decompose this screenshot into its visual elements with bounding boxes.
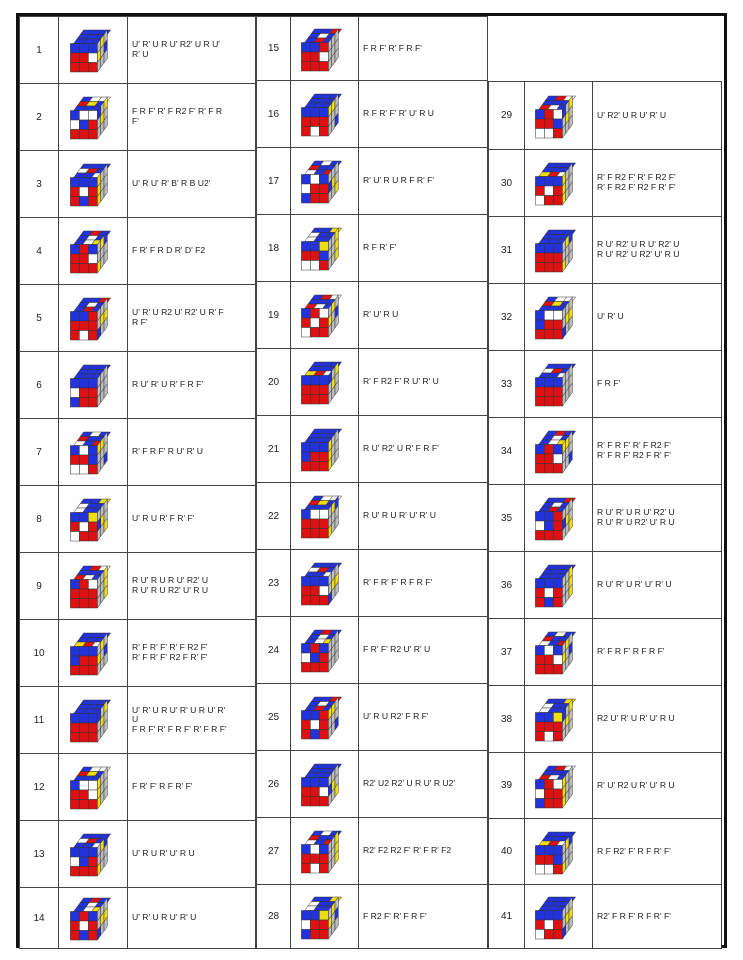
case-image (58, 821, 128, 887)
case-algorithm: R U' R' U R U' R2' U R U' R' U R2' U' R U (597, 507, 675, 527)
case-image (290, 349, 359, 415)
case-row (256, 884, 488, 949)
case-row (256, 616, 488, 684)
case-row (19, 418, 256, 486)
case-algorithm: U' R' U R U' R' U R U' R' U F R F' R' F R F' R' F R F' (132, 704, 227, 734)
case-image (524, 418, 593, 484)
cube-diagram (300, 291, 348, 339)
case-algorithm: F R F' (597, 378, 621, 389)
case-number: 15 (257, 17, 291, 80)
case-row (488, 350, 722, 418)
cube-diagram (69, 227, 117, 275)
case-row (19, 686, 256, 754)
case-row (488, 752, 722, 819)
case-row (488, 618, 722, 686)
case-image (290, 818, 359, 884)
case-row (256, 348, 488, 416)
case-number: 20 (257, 349, 291, 415)
case-image (290, 751, 359, 817)
case-image (524, 217, 593, 283)
case-row (488, 818, 722, 885)
case-algorithm: R2' F R F' R F R' F' (597, 910, 671, 921)
case-row (256, 683, 488, 751)
case-image (524, 351, 593, 417)
case-algorithm: R' U' R U R F R' F' (363, 175, 435, 186)
case-image (524, 552, 593, 618)
case-algorithm: R U' R U R U' R2' U R U' R U R2' U' R U (132, 575, 209, 595)
case-number: 34 (489, 418, 525, 484)
case-number: 39 (489, 753, 525, 818)
case-row (256, 817, 488, 885)
case-row (488, 551, 722, 619)
cube-diagram (69, 830, 117, 878)
case-number: 4 (20, 218, 59, 284)
case-row (256, 281, 488, 349)
case-row (19, 150, 256, 218)
case-image (290, 483, 359, 549)
case-image (524, 485, 593, 551)
case-row (488, 484, 722, 552)
case-number: 24 (257, 617, 291, 683)
case-number: 7 (20, 419, 59, 485)
case-number: 5 (20, 285, 59, 351)
case-image (58, 285, 128, 351)
case-image (58, 352, 128, 418)
case-number: 22 (257, 483, 291, 549)
case-image (524, 150, 593, 216)
case-algorithm: R U' R2' U R U' R2' U R U' R2' U R2' U' R U (597, 239, 680, 259)
case-number: 3 (20, 151, 59, 217)
case-algorithm: U' R' U R U' R' U (132, 912, 197, 923)
case-number: 30 (489, 150, 525, 216)
case-number: 17 (257, 148, 291, 214)
case-algorithm: U' R' U R U' R2' U R U' R' U (132, 39, 220, 59)
case-number: 14 (20, 888, 59, 948)
cube-diagram (300, 626, 348, 674)
case-image (58, 419, 128, 485)
case-algorithm: F R' F' R2 U' R' U (363, 644, 431, 655)
cube-diagram (300, 157, 348, 205)
case-number: 13 (20, 821, 59, 887)
cube-diagram (69, 629, 117, 677)
case-number: 25 (257, 684, 291, 750)
case-row (256, 16, 488, 81)
cube-diagram (534, 226, 582, 274)
case-number: 26 (257, 751, 291, 817)
case-algorithm: R U' R' U R' U' R' U (597, 579, 672, 590)
case-row (256, 750, 488, 818)
case-algorithm: U' R' U (597, 311, 624, 322)
case-number: 12 (20, 754, 59, 820)
case-image (524, 819, 593, 884)
cube-diagram (534, 828, 582, 876)
case-row (19, 83, 256, 151)
case-algorithm: R' F R F' R' F R2 F' R' F R F' R2 F R' F' (597, 440, 671, 460)
case-number: 28 (257, 885, 291, 948)
cube-diagram (300, 425, 348, 473)
case-number: 38 (489, 686, 525, 752)
case-image (58, 620, 128, 686)
case-image (290, 17, 359, 80)
case-image (524, 885, 593, 948)
case-algorithm: R F R' F' (363, 242, 397, 253)
cube-diagram (534, 427, 582, 475)
case-image (58, 754, 128, 820)
cube-diagram (300, 358, 348, 406)
case-image (58, 687, 128, 753)
case-algorithm: R F R' F' R' U' R U (363, 108, 435, 119)
case-number: 11 (20, 687, 59, 753)
case-row (488, 884, 722, 949)
case-row (256, 80, 488, 148)
cube-diagram (300, 693, 348, 741)
case-number: 37 (489, 619, 525, 685)
case-image (290, 416, 359, 482)
case-row (19, 16, 256, 84)
case-row (488, 216, 722, 284)
case-algorithm: U' R' U R2 U' R2' U R' F R F' (132, 307, 224, 327)
case-row (256, 549, 488, 617)
cube-diagram (300, 492, 348, 540)
case-algorithm: R U' R U R' U' R' U (363, 510, 436, 521)
case-algorithm: R' F R2 F' R U' R' U (363, 376, 439, 387)
case-algorithm: F R F' R' F R2 F' R' F R F' (132, 106, 223, 126)
case-algorithm: F R' F R D R' D' F2 (132, 245, 206, 256)
cube-diagram (300, 893, 348, 941)
case-row (19, 619, 256, 687)
case-number: 9 (20, 553, 59, 619)
case-number: 36 (489, 552, 525, 618)
case-number: 21 (257, 416, 291, 482)
case-algorithm: R2' F2 R2 F' R' F R' F2 (363, 845, 452, 856)
algorithm-sheet (16, 13, 727, 948)
case-row (488, 81, 722, 150)
case-image (290, 282, 359, 348)
case-algorithm: U' R U' R' B' R B U2' (132, 178, 211, 189)
case-row (256, 147, 488, 215)
case-row (488, 283, 722, 351)
case-algorithm: U' R U R' U' R U (132, 848, 195, 859)
case-algorithm: R' F R2 F' R' F R2 F' R' F R2 F' R2 F R' F' (597, 172, 676, 192)
case-image (524, 619, 593, 685)
case-number: 27 (257, 818, 291, 884)
case-image (58, 17, 128, 83)
case-algorithm: R' F R F' R U' R' U (132, 446, 204, 457)
case-row (19, 485, 256, 553)
case-row (19, 552, 256, 620)
case-image (58, 486, 128, 552)
cube-diagram (534, 893, 582, 941)
case-image (290, 550, 359, 616)
case-algorithm: F R2 F' R' F R F' (363, 910, 427, 921)
case-row (488, 685, 722, 753)
cube-diagram (300, 90, 348, 138)
case-number: 23 (257, 550, 291, 616)
cube-diagram (534, 762, 582, 810)
case-number: 16 (257, 81, 291, 147)
case-image (290, 148, 359, 214)
cube-diagram (69, 428, 117, 476)
case-image (58, 84, 128, 150)
case-row (256, 415, 488, 483)
case-algorithm: U' R2' U R U' R' U (597, 109, 667, 120)
case-algorithm: R2 U' R' U R' U' R U (597, 713, 675, 724)
case-row (19, 217, 256, 285)
case-image (524, 82, 593, 149)
case-row (19, 753, 256, 821)
case-algorithm: U' R U R' F R' F' (132, 513, 195, 524)
cube-diagram (69, 26, 117, 74)
cube-diagram (69, 763, 117, 811)
case-image (58, 888, 128, 948)
cube-diagram (534, 92, 582, 140)
case-row (19, 820, 256, 888)
case-image (290, 215, 359, 281)
case-number: 8 (20, 486, 59, 552)
case-image (290, 617, 359, 683)
cube-diagram (534, 494, 582, 542)
cube-diagram (300, 25, 348, 73)
case-algorithm: R' F R' F' R' F R2 F' R' F R' F' R2 F R' F' (132, 642, 208, 662)
cube-diagram (534, 360, 582, 408)
case-number: 33 (489, 351, 525, 417)
cube-diagram (69, 562, 117, 610)
case-algorithm: U' R U R2' F R F' (363, 711, 429, 722)
cube-diagram (69, 361, 117, 409)
case-row (19, 887, 256, 949)
case-number: 6 (20, 352, 59, 418)
case-image (58, 151, 128, 217)
cube-diagram (534, 628, 582, 676)
case-algorithm: R' U' R U (363, 309, 399, 320)
case-image (290, 81, 359, 147)
case-algorithm: R U' R2' U R' F R F' (363, 443, 439, 454)
case-number: 18 (257, 215, 291, 281)
case-number: 2 (20, 84, 59, 150)
case-algorithm: R U' R' U R' F R F' (132, 379, 204, 390)
case-algorithm: R F R2' F' R F R' F' (597, 845, 671, 856)
case-image (524, 284, 593, 350)
case-algorithm: F R F' R' F R F' (363, 42, 422, 53)
case-image (524, 686, 593, 752)
cube-diagram (69, 294, 117, 342)
cube-diagram (300, 559, 348, 607)
cube-diagram (534, 695, 582, 743)
case-algorithm: R2' U2 R2' U R U' R U2' (363, 778, 456, 789)
cube-diagram (300, 827, 348, 875)
case-row (488, 149, 722, 217)
case-row (256, 214, 488, 282)
case-number: 40 (489, 819, 525, 884)
case-row (19, 284, 256, 352)
case-row (256, 482, 488, 550)
case-number: 29 (489, 82, 525, 149)
case-image (58, 218, 128, 284)
case-algorithm: R' F R F' R F R F' (597, 646, 665, 657)
cube-diagram (69, 894, 117, 942)
cube-diagram (69, 495, 117, 543)
case-image (58, 553, 128, 619)
cube-diagram (534, 293, 582, 341)
case-number: 31 (489, 217, 525, 283)
case-image (524, 753, 593, 818)
case-number: 41 (489, 885, 525, 948)
case-image (290, 684, 359, 750)
case-number: 1 (20, 17, 59, 83)
cube-diagram (69, 160, 117, 208)
cube-diagram (300, 760, 348, 808)
case-algorithm: R' F R' F' R F R F' (363, 577, 433, 588)
case-row (488, 417, 722, 485)
cube-diagram (534, 561, 582, 609)
cube-diagram (69, 696, 117, 744)
case-number: 32 (489, 284, 525, 350)
case-number: 10 (20, 620, 59, 686)
case-row (19, 351, 256, 419)
case-algorithm: F R' F' R F R' F' (132, 781, 193, 792)
cube-diagram (69, 93, 117, 141)
case-number: 19 (257, 282, 291, 348)
cube-diagram (300, 224, 348, 272)
case-number: 35 (489, 485, 525, 551)
case-algorithm: R' U' R2 U R' U' R U (597, 779, 675, 790)
case-image (290, 885, 359, 948)
cube-diagram (534, 159, 582, 207)
